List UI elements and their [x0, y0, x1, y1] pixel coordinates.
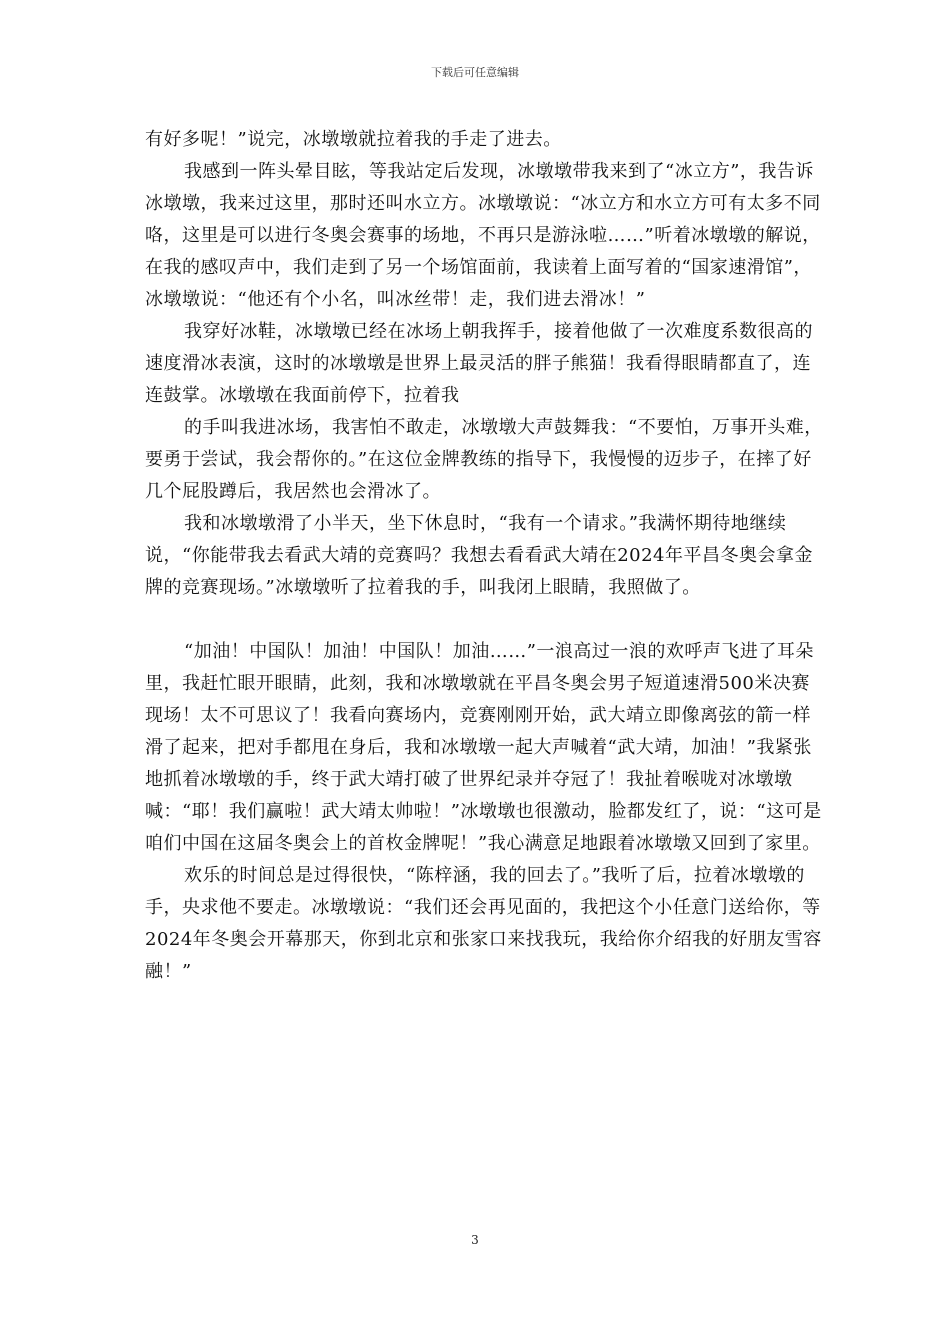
paragraph-7: 欢乐的时间总是过得很快，“陈梓涵，我的回去了。”我听了后，拉着冰墩墩的手，央求他不要走。冰墩墩说：“我们还会再见面的，我把这个小任意门送给你，等2024年冬奥会开幕那天，你到北京和张家口来找我玩，我给你介绍我的好朋友雪容融！”: [145, 865, 822, 982]
paragraph-3: 我穿好冰鞋，冰墩墩已经在冰场上朝我挥手，接着他做了一次难度系数很高的速度滑冰表演，这时的冰墩墩是世界上最灵活的胖子熊猫！我看得眼睛都直了，连连鼓掌。冰墩墩在我面前停下，拉着我: [145, 321, 813, 406]
page-number: 3: [471, 1233, 479, 1247]
paragraph-5: 我和冰墩墩滑了小半天，坐下休息时，“我有一个请求。”我满怀期待地继续说，“你能带我去看武大靖的竞赛吗？我想去看看武大靖在2024年平昌冬奥会拿金牌的竞赛现场。”冰墩墩听了拉着我的手，叫我闭上眼睛，我照做了。: [145, 513, 814, 598]
paragraph-spacer: [145, 604, 825, 636]
paragraph-6: “加油！中国队！加油！中国队！加油……”一浪高过一浪的欢呼声飞进了耳朵里，我赶忙眼开眼睛，此刻，我和冰墩墩就在平昌冬奥会男子短道速滑500米决赛现场！太不可思议了！我看向赛场内，竞赛刚刚开始，武大靖立即像离弦的箭一样滑了起来，把对手都甩在身后，我和冰墩墩一起大声喊着“武大靖，加油！”我紧张地抓着冰墩墩的手，终于武大靖打破了世界纪录并夺冠了！我扯着喉咙对冰墩墩喊：“耶！我们赢啦！武大靖太帅啦！”冰墩墩也很激动，脸都发红了，说：“这可是咱们中国在这届冬奥会上的首枚金牌呢！”我心满意足地跟着冰墩墩又回到了家里。: [145, 641, 822, 854]
paragraph-1: 有好多呢！”说完，冰墩墩就拉着我的手走了进去。: [145, 129, 562, 150]
page-header: 下载后可任意编辑: [431, 66, 519, 79]
paragraph-4: 的手叫我进冰场，我害怕不敢走，冰墩墩大声鼓舞我：“不要怕，万事开头难，要勇于尝试，我会帮你的。”在这位金牌教练的指导下，我慢慢的迈步子，在摔了好几个屁股蹲后，我居然也会滑冰了。: [145, 417, 823, 502]
document-body: [145, 124, 825, 988]
paragraph-2: 我感到一阵头晕目眩，等我站定后发现，冰墩墩带我来到了“冰立方”，我告诉冰墩墩，我来过这里，那时还叫水立方。冰墩墩说：“冰立方和水立方可有太多不同咯，这里是可以进行冬奥会赛事的场地，不再只是游泳啦……”听着冰墩墩的解说，在我的感叹声中，我们走到了另一个场馆面前，我读着上面写着的“国家速滑馆”，冰墩墩说：“他还有个小名，叫冰丝带！走，我们进去滑冰！”: [145, 161, 821, 310]
